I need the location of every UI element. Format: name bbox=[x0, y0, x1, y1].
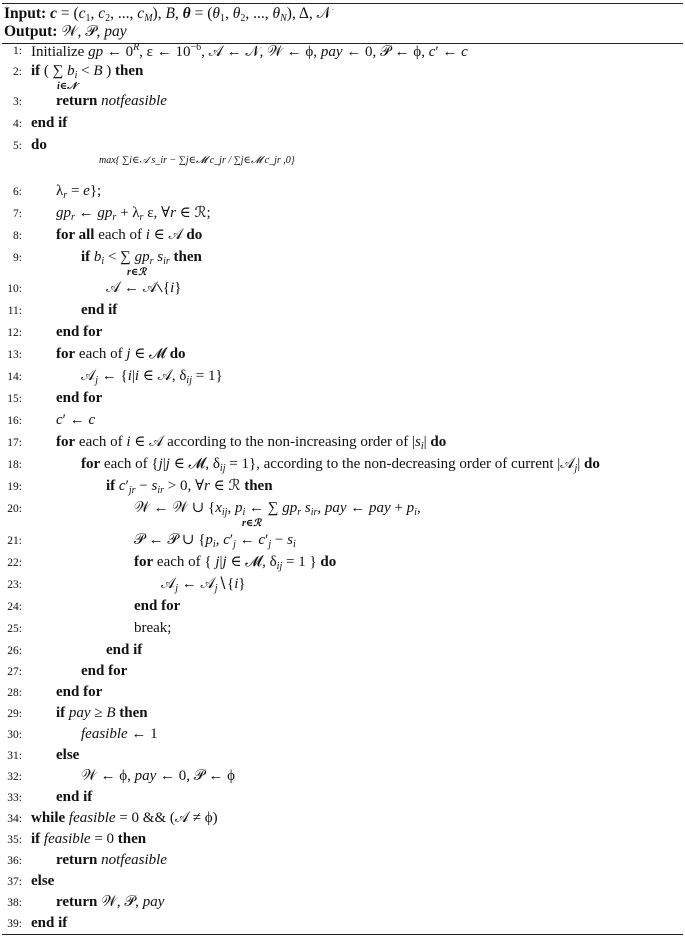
line-code: c′ ← c bbox=[56, 412, 96, 428]
line-code: $\lambda_r = e$}; bbox=[56, 183, 102, 201]
line-number: 8: bbox=[13, 230, 22, 242]
line-number: 37: bbox=[7, 876, 22, 888]
input-line bbox=[4, 5, 331, 24]
line-code: end for bbox=[56, 324, 103, 340]
line-number: 33: bbox=[7, 792, 22, 804]
line-code: end for bbox=[56, 390, 103, 406]
line-code: if $b_i$ < ∑ $gp_r$ $s_{ir}$ then bbox=[81, 249, 202, 267]
line-code: Initialize gp ← $0^R$, ε ← $10^{-6}$, 𝒜 ← 𝒩, 𝒲 ← ϕ, pay ← 0, 𝒫 ← ϕ, c′ ← c bbox=[31, 42, 468, 60]
line-number: 38: bbox=[7, 897, 22, 909]
line-code: 𝒫 ← 𝒫 ∪ {$p_i$, $c'_j$ ← $c'_j - s_i$ bbox=[134, 532, 296, 550]
line-number: 36: bbox=[7, 855, 22, 867]
line-number: 22: bbox=[7, 557, 22, 569]
input-text: $c = (c_1$, $c_2$, ..., $c_M$), B, $\theta = (\theta_1$, $\theta_2$, ..., $\theta_N$), Δ, 𝒩 bbox=[50, 5, 332, 24]
line-number: 23: bbox=[7, 579, 22, 591]
line-number: 18: bbox=[7, 459, 22, 471]
line-code: end if bbox=[56, 789, 93, 805]
line-code: end if bbox=[31, 915, 68, 931]
sum-limit: i∈𝒩 bbox=[57, 81, 77, 92]
line-code: for all each of i ∈ 𝒜 do bbox=[56, 227, 203, 243]
line-code: break; bbox=[134, 620, 172, 636]
line-number: 6: bbox=[13, 186, 22, 198]
line-code: end for bbox=[81, 663, 128, 679]
line-number: 9: bbox=[13, 252, 22, 264]
line-number: 4: bbox=[13, 118, 22, 130]
line-code: $gp_r$ ← $gp_r + \lambda_r$ ε, ∀r ∈ ℛ; bbox=[56, 205, 211, 223]
line-number: 25: bbox=[7, 623, 22, 635]
line-number: 3: bbox=[13, 96, 22, 108]
line-number: 31: bbox=[7, 750, 22, 762]
line-number: 17: bbox=[7, 437, 22, 449]
line-number: 29: bbox=[7, 708, 22, 720]
line-number: 15: bbox=[7, 393, 22, 405]
line-code: if pay ≥ B then bbox=[56, 705, 148, 721]
line-code: end for bbox=[56, 684, 103, 700]
line-number: 24: bbox=[7, 601, 22, 613]
line-code: if ( ∑ $b_i < B$ ) then bbox=[31, 63, 144, 81]
top-rule bbox=[2, 3, 683, 4]
line-number: 20: bbox=[7, 503, 22, 515]
line-number: 16: bbox=[7, 415, 22, 427]
line-code: 𝒜 ← 𝒜∖{i} bbox=[106, 280, 182, 296]
line-code: while feasible = 0 && (𝒜 ≠ ϕ) bbox=[31, 810, 218, 826]
line-code: else bbox=[31, 873, 55, 889]
line-code: feasible ← 1 bbox=[81, 726, 158, 742]
line-code: for each of {j|j ∈ 𝓜, $\delta_{ij} = 1$}, according to the non-decreasing order of current |𝒜$_j$| do bbox=[81, 456, 600, 474]
line-code: return 𝒲, 𝒫, pay bbox=[56, 894, 165, 910]
line-number: 34: bbox=[7, 813, 22, 825]
sum-limit: r∈ℛ bbox=[127, 267, 147, 278]
line-number: 7: bbox=[13, 208, 22, 220]
line-code: for each of { j|j ∈ 𝓜, $\delta_{ij} = 1$ } do bbox=[134, 554, 337, 572]
line-number: 26: bbox=[7, 645, 22, 657]
line-number: 27: bbox=[7, 666, 22, 678]
line-code: if $c'_{jr} - s_{ir} > 0$, ∀r ∈ ℛ then bbox=[106, 478, 273, 496]
line-code: end if bbox=[31, 115, 68, 131]
bottom-rule bbox=[2, 934, 683, 935]
output-label: Output: bbox=[4, 23, 58, 40]
exponent-expression: max{ ∑i∈𝒜 s_ir − ∑j∈𝓜 c_jr / ∑j∈𝓜 c_jr ,0} bbox=[99, 155, 295, 166]
output-text: 𝒲, 𝒫, pay bbox=[61, 23, 127, 40]
line-number: 21: bbox=[7, 535, 22, 547]
line-code: for each of j ∈ 𝓜 do bbox=[56, 346, 186, 362]
line-code: 𝒲 ← 𝒲 ∪ {$x_{ij}$, $p_i$ ← ∑ $gp_r$ $s_{ir}$, pay ← pay + $p_i$, bbox=[134, 500, 421, 518]
line-code: if feasible = 0 then bbox=[31, 831, 147, 847]
line-code: end for bbox=[134, 598, 181, 614]
line-code: 𝒜$_j$ ← 𝒜$_j$∖{i} bbox=[161, 576, 246, 594]
input-label: Input: bbox=[4, 5, 47, 22]
line-number: 2: bbox=[13, 66, 22, 78]
line-code: do bbox=[31, 137, 47, 153]
line-number: 39: bbox=[7, 918, 22, 930]
line-code: end if bbox=[81, 302, 118, 318]
line-number: 12: bbox=[7, 327, 22, 339]
line-number: 19: bbox=[7, 481, 22, 493]
line-number: 30: bbox=[7, 729, 22, 741]
line-number: 28: bbox=[7, 687, 22, 699]
line-code: return notfeasible bbox=[56, 852, 167, 868]
line-number: 11: bbox=[7, 305, 22, 317]
line-code: 𝒜$_j$ ← {i|i ∈ 𝒜, $\delta_{ij} = 1$} bbox=[81, 368, 223, 386]
line-number: 5: bbox=[13, 140, 22, 152]
line-number: 14: bbox=[7, 371, 22, 383]
line-code: else bbox=[56, 747, 80, 763]
sum-limit: r∈ℛ bbox=[242, 518, 262, 529]
line-number: 10: bbox=[7, 283, 22, 295]
line-number: 1: bbox=[13, 45, 22, 57]
line-number: 32: bbox=[7, 771, 22, 783]
line-code: end if bbox=[106, 642, 143, 658]
line-code: 𝒲 ← ϕ, pay ← 0, 𝒫 ← ϕ bbox=[81, 768, 236, 784]
output-line bbox=[4, 23, 127, 41]
line-code: return notfeasible bbox=[56, 93, 167, 109]
line-code: for each of i ∈ 𝒜 according to the non-increasing order of $|s_i|$ do bbox=[56, 434, 447, 452]
line-number: 35: bbox=[7, 834, 22, 846]
line-number: 13: bbox=[7, 349, 22, 361]
